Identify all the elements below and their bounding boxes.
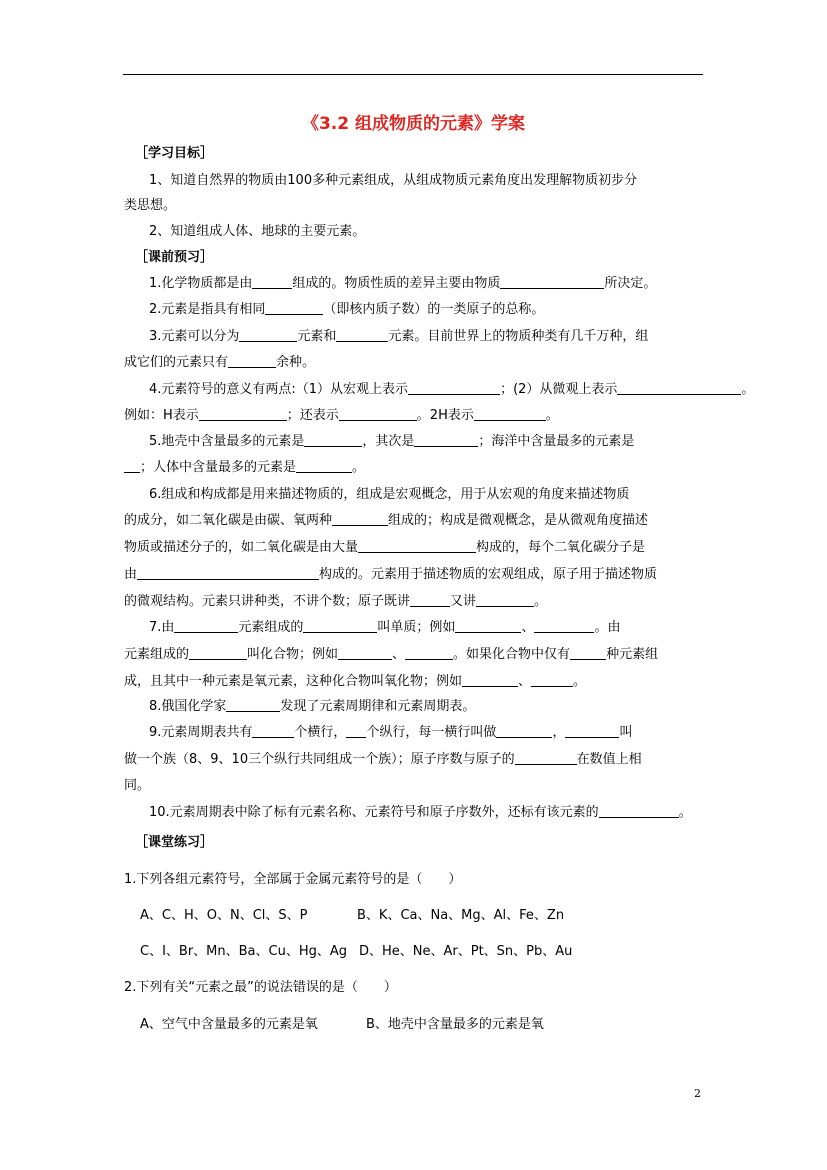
preview-item-5-line-1: 5.地壳中含量最多的元素是 ，其次是 ；海洋中含量最多的元素是 (149, 434, 635, 449)
section-heading-preview: ［课前预习］ (135, 250, 214, 265)
question-1-option-d: D、He、Ne、Ar、Pt、Sn、Pb、Au (359, 944, 573, 959)
preview-item-6-line-3: 物质或描述分子的，如二氧化碳是由大量 构成的，每个二氧化碳分子是 (124, 540, 646, 555)
preview-item-4-line-2: 例如：H表示 ；还表示 。2H表示 。 (124, 408, 559, 423)
document-title: 《3.2 组成物质的元素》学案 (301, 114, 526, 134)
question-1-option-a: A、C、H、O、N、Cl、S、P (140, 908, 308, 923)
preview-item-6-line-5: 的微观结构。元素只讲种类，不讲个数；原子既讲 又讲 。 (124, 594, 548, 609)
preview-item-6-line-1: 6.组成和构成都是用来描述物质的，组成是宏观概念，用于从宏观的角度来描述物质 (149, 487, 630, 502)
question-2-option-b: B、地壳中含量最多的元素是氧 (366, 1017, 544, 1032)
header-rule (123, 74, 703, 75)
preview-item-10: 10.元素周期表中除了标有元素名称、元素符号和原子序数外，还标有该元素的 。 (149, 805, 692, 820)
preview-item-1: 1.化学物质都是由 组成的。物质性质的差异主要由物质 所决定。 (149, 276, 657, 291)
preview-item-9-line-3: 同。 (124, 778, 151, 793)
page-number: 2 (694, 1087, 701, 1100)
preview-item-7-line-3: 成，且其中一种元素是氧元素，这种化合物叫氧化物；例如 、 。 (124, 674, 587, 689)
preview-item-2: 2.元素是指具有相同 （即核内质子数）的一类原子的总称。 (149, 302, 545, 317)
preview-item-3-line-2: 成它们的元素只有 余种。 (124, 355, 316, 370)
goal-1-line-2: 类思想。 (124, 198, 177, 213)
preview-item-5-line-2: ；人体中含量最多的元素是 。 (124, 458, 365, 478)
goal-1-line-1: 1、知道自然界的物质由100多种元素组成，从组成物质元素角度出发理解物质初步分 (149, 173, 638, 188)
preview-item-6-line-2: 的成分，如二氧化碳是由碳、氧两种 组成的；构成是微观概念，是从微观角度描述 (124, 513, 649, 528)
preview-item-6-line-4: 由 构成的。元素用于描述物质的宏观组成，原子用于描述物质 (124, 567, 658, 582)
goal-2: 2、知道组成人体、地球的主要元素。 (149, 224, 366, 239)
preview-item-7-line-2: 元素组成的 叫化合物；例如 、 。如果化合物中仅有 种元素组 (124, 647, 659, 662)
preview-item-4-line-1: 4.元素符号的意义有两点:（1）从宏观上表示 ；(2）从微观上表示 。 (149, 382, 755, 397)
preview-item-7-line-1: 7.由 元素组成的 叫单质；例如 、 。由 (149, 620, 621, 635)
section-heading-goals: ［学习目标］ (135, 146, 214, 161)
preview-item-3-line-1: 3.元素可以分为 元素和 元素。目前世界上的物质种类有几千万种，组 (149, 329, 649, 344)
question-1-option-c: C、I、Br、Mn、Ba、Cu、Hg、Ag (140, 944, 348, 959)
section-heading-practice: ［课堂练习］ (135, 835, 214, 850)
question-2-option-a: A、空气中含量最多的元素是氧 (140, 1017, 318, 1032)
question-2: 2.下列有关“元素之最”的说法错误的是（ ） (124, 980, 397, 995)
preview-item-8: 8.俄国化学家 发现了元素周期律和元素周期表。 (149, 699, 476, 714)
preview-item-9-line-1: 9.元素周期表共有 个横行， 个纵行，每一横行叫做 ， 叫 (149, 725, 633, 740)
question-1-option-b: B、K、Ca、Na、Mg、Al、Fe、Zn (357, 908, 565, 923)
question-1: 1.下列各组元素符号，全部属于金属元素符号的是（ ） (124, 872, 462, 887)
preview-item-9-line-2: 做一个族（8、9、10三个纵行共同组成一个族）；原子序数与原子的 在数值上相 (124, 752, 642, 767)
